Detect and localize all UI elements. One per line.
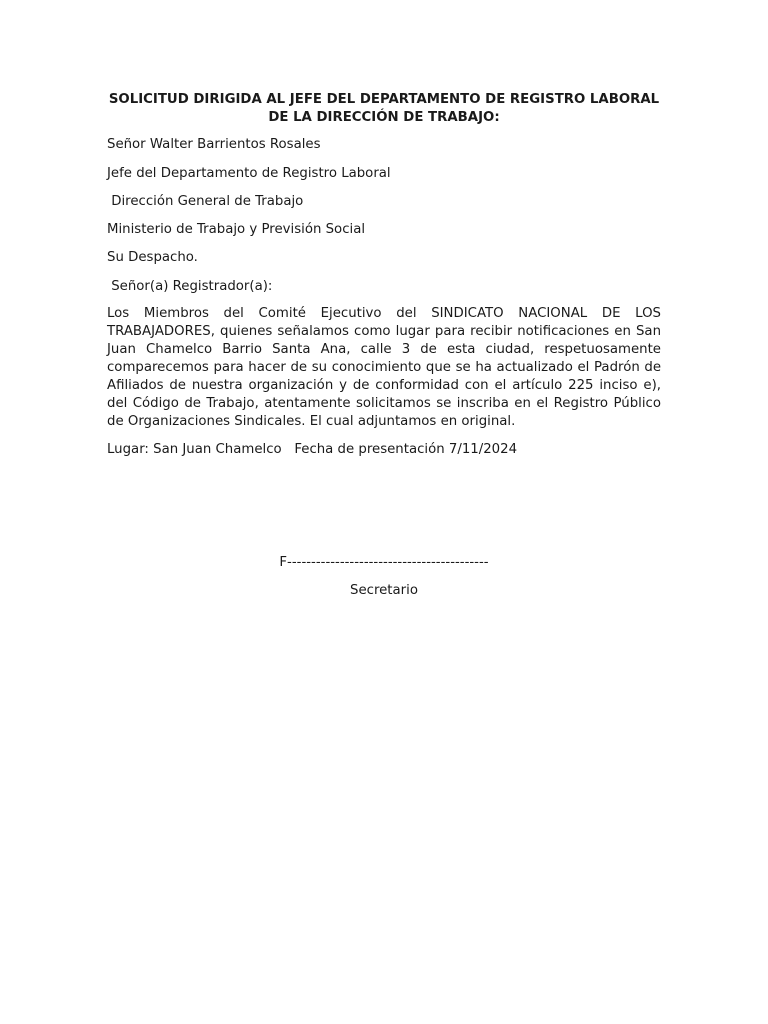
body-paragraph: Los Miembros del Comité Ejecutivo del SINDICATO NACIONAL DE LOS TRABAJADORES, quienes señalamos como lugar para recibir notificaciones en San Juan Chamelco Barrio Santa Ana, calle 3 de esta ciudad, respetuosamente comparecemos para hacer de su conocimiento que se ha actualizado el Padrón de Afiliados de nuestra organización y de conformidad con el artículo 225 inciso e), del Código de Trabajo, atentamente solicitamos se inscriba en el Registro Público de Organizaciones Sindicales. El cual adjuntamos en original. [107, 306, 661, 429]
recipient-position: Jefe del Departamento de Registro Laboral [107, 166, 391, 181]
document-title: SOLICITUD DIRIGIDA AL JEFE DEL DEPARTAMENTO DE REGISTRO LABORAL DE LA DIRECCIÓN DE TRABAJO: [108, 92, 660, 125]
directorate: Dirección General de Trabajo [107, 194, 304, 209]
place-and-date: Lugar: San Juan Chamelco Fecha de presentación 7/11/2024 [107, 442, 518, 457]
signer-role: Secretario [350, 583, 418, 598]
ministry: Ministerio de Trabajo y Previsión Social [107, 222, 366, 237]
closing-address: Su Despacho. [107, 250, 198, 265]
recipient-name: Señor Walter Barrientos Rosales [107, 137, 321, 152]
salutation: Señor(a) Registrador(a): [107, 279, 273, 294]
signature-line: F------------------------------------------ [279, 555, 489, 570]
